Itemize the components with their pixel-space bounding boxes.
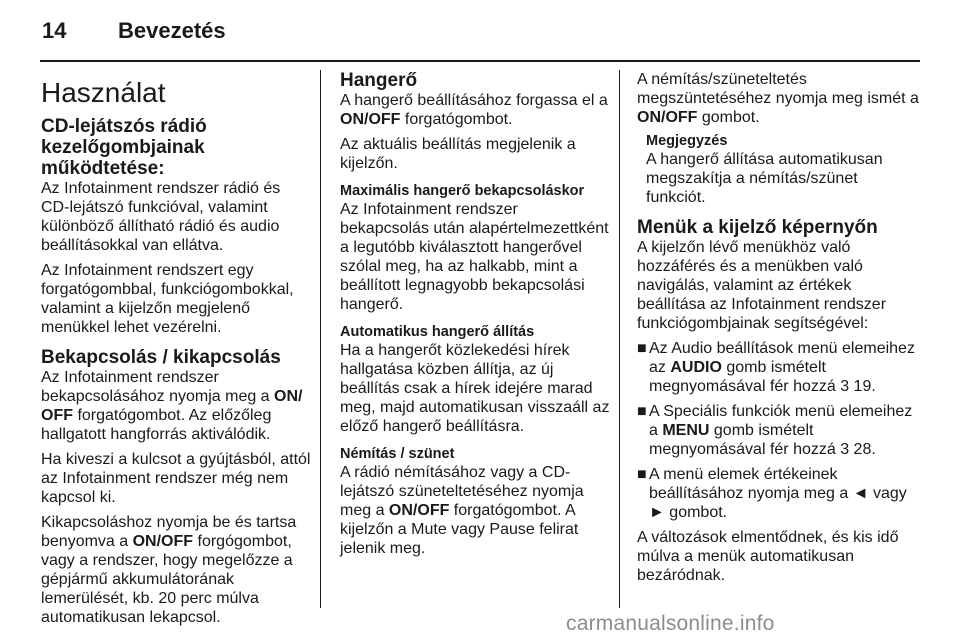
- column-3: [637, 70, 919, 591]
- column-1: [41, 70, 311, 633]
- bullet-icon: ■: [637, 403, 647, 420]
- note-title: Megjegyzés: [646, 133, 728, 149]
- heading-on-off: Bekapcsolás / kikapcsolás: [41, 347, 281, 368]
- heading-volume: Hangerő: [340, 70, 418, 91]
- heading-max-volume: Maximális hangerő bekapcsoláskor: [340, 183, 585, 199]
- arrow-left-icon: ◄: [852, 485, 869, 502]
- header-rule: [40, 60, 920, 62]
- key-label: AUDIO: [670, 359, 722, 376]
- paragraph: Az aktuális beállítás megjelenik a kijelzőn.: [340, 136, 576, 172]
- paragraph: A rádió némításához vagy a CD-lejátszó szüneteltetéséhez nyomja meg a ON/OFF forgatógombot. A kijelzőn a Mute vagy Pause felirat jelenik meg.: [340, 464, 584, 557]
- key-label: ON/OFF: [132, 533, 194, 550]
- section-title: Használat: [41, 77, 166, 108]
- paragraph: A változások elmentődnek, és kis idő múlva a menük automatikusan bezáródnak.: [637, 529, 899, 584]
- list-item: ■ A menü elemek értékeinek beállításához nyomja meg a ◄ vagy ► gombot.: [637, 466, 907, 521]
- key-label: ON/OFF: [388, 502, 450, 519]
- paragraph: Az Infotainment rendszer bekapcsolásához nyomja meg a ON/ OFF forgatógombot. Az előzőleg hallgatott hangforrás aktiválódik.: [41, 369, 303, 443]
- page-number: 14: [42, 18, 67, 43]
- arrow-right-icon: ►: [649, 504, 665, 521]
- paragraph: Az Infotainment rendszert egy forgatógombbal, funkciógombokkal, valamint a kijelzőn megjelenő menükkel lehet vezérelni.: [41, 262, 294, 336]
- key-label: ON/OFF: [637, 109, 698, 126]
- paragraph: Ha a hangerőt közlekedési hírek hallgatása közben állítja, az új beállítás csak a hírek idejére marad meg, majd automatikusan visszaáll az előző hangerő beállításra.: [340, 342, 610, 435]
- column-divider-2: [619, 70, 620, 608]
- column-2: [340, 70, 610, 564]
- bullet-icon: ■: [637, 466, 647, 483]
- heading-mute: Némítás / szünet: [340, 446, 455, 462]
- note-box: [646, 133, 919, 207]
- key-label: ON/ OFF: [41, 388, 303, 424]
- paragraph: Ha kiveszi a kulcsot a gyújtásból, attól az Infotainment rendszer még nem kapcsol ki.: [41, 451, 311, 506]
- watermark: carmanualsonline.info: [566, 612, 775, 635]
- page-reference: 3 19.: [840, 378, 876, 395]
- paragraph: A kijelzőn lévő menükhöz való hozzáférés és a menükben való navigálás, valamint az értékek beállítása az Infotainment rendszer funkciógombjainak segítségével:: [637, 239, 887, 332]
- page-title: Bevezetés: [118, 18, 226, 43]
- key-label: MENU: [662, 422, 710, 439]
- heading-cd-radio: CD-lejátszós rádió kezelőgombjainak működtetése:: [41, 116, 207, 179]
- page-header: [0, 0, 960, 62]
- bullet-list: [637, 339, 919, 522]
- bullet-icon: ■: [637, 340, 647, 357]
- list-item: ■ A Speciális funkciók menü elemeihez a MENU gomb ismételt megnyomásával fér hozzá 3 28.: [637, 403, 913, 458]
- page-reference: 3 28.: [840, 441, 876, 458]
- paragraph: A hangerő beállításához forgassa el a ON/OFF forgatógombot.: [340, 92, 608, 128]
- paragraph: Kikapcsoláshoz nyomja be és tartsa benyomva a ON/OFF forgógombot, vagy a rendszer, hogy megelőzze a gépjármű akkumulátorának lemerülését, kb. 20 perc múlva automatikusan lekapcsol.: [41, 514, 297, 626]
- heading-auto-volume: Automatikus hangerő állítás: [340, 324, 535, 340]
- column-divider-1: [320, 70, 321, 608]
- key-label: ON/OFF: [340, 111, 401, 128]
- paragraph: A némítás/szüneteltetés megszüntetéséhez nyomja meg ismét a ON/OFF gombot.: [637, 71, 919, 126]
- heading-menus: Menük a kijelző képernyőn: [637, 217, 878, 238]
- list-item: ■ Az Audio beállítások menü elemeihez az AUDIO gomb ismételt megnyomásával fér hozzá 3 19.: [637, 340, 915, 395]
- note-text: A hangerő állítása automatikusan megszakítja a némítás/szünet funkciót.: [646, 151, 883, 206]
- paragraph: Az Infotainment rendszer rádió és CD-lejátszó funkcióval, valamint különböző állítható rádió és audio beállításokkal van ellátva.: [41, 180, 281, 254]
- paragraph: Az Infotainment rendszer bekapcsolás után alapértelmezettként a legutóbb kiválasztott hangerővel szólal meg, ha az halkabb, mint a beállított legnagyobb bekapcsolási hangerő.: [340, 201, 609, 313]
